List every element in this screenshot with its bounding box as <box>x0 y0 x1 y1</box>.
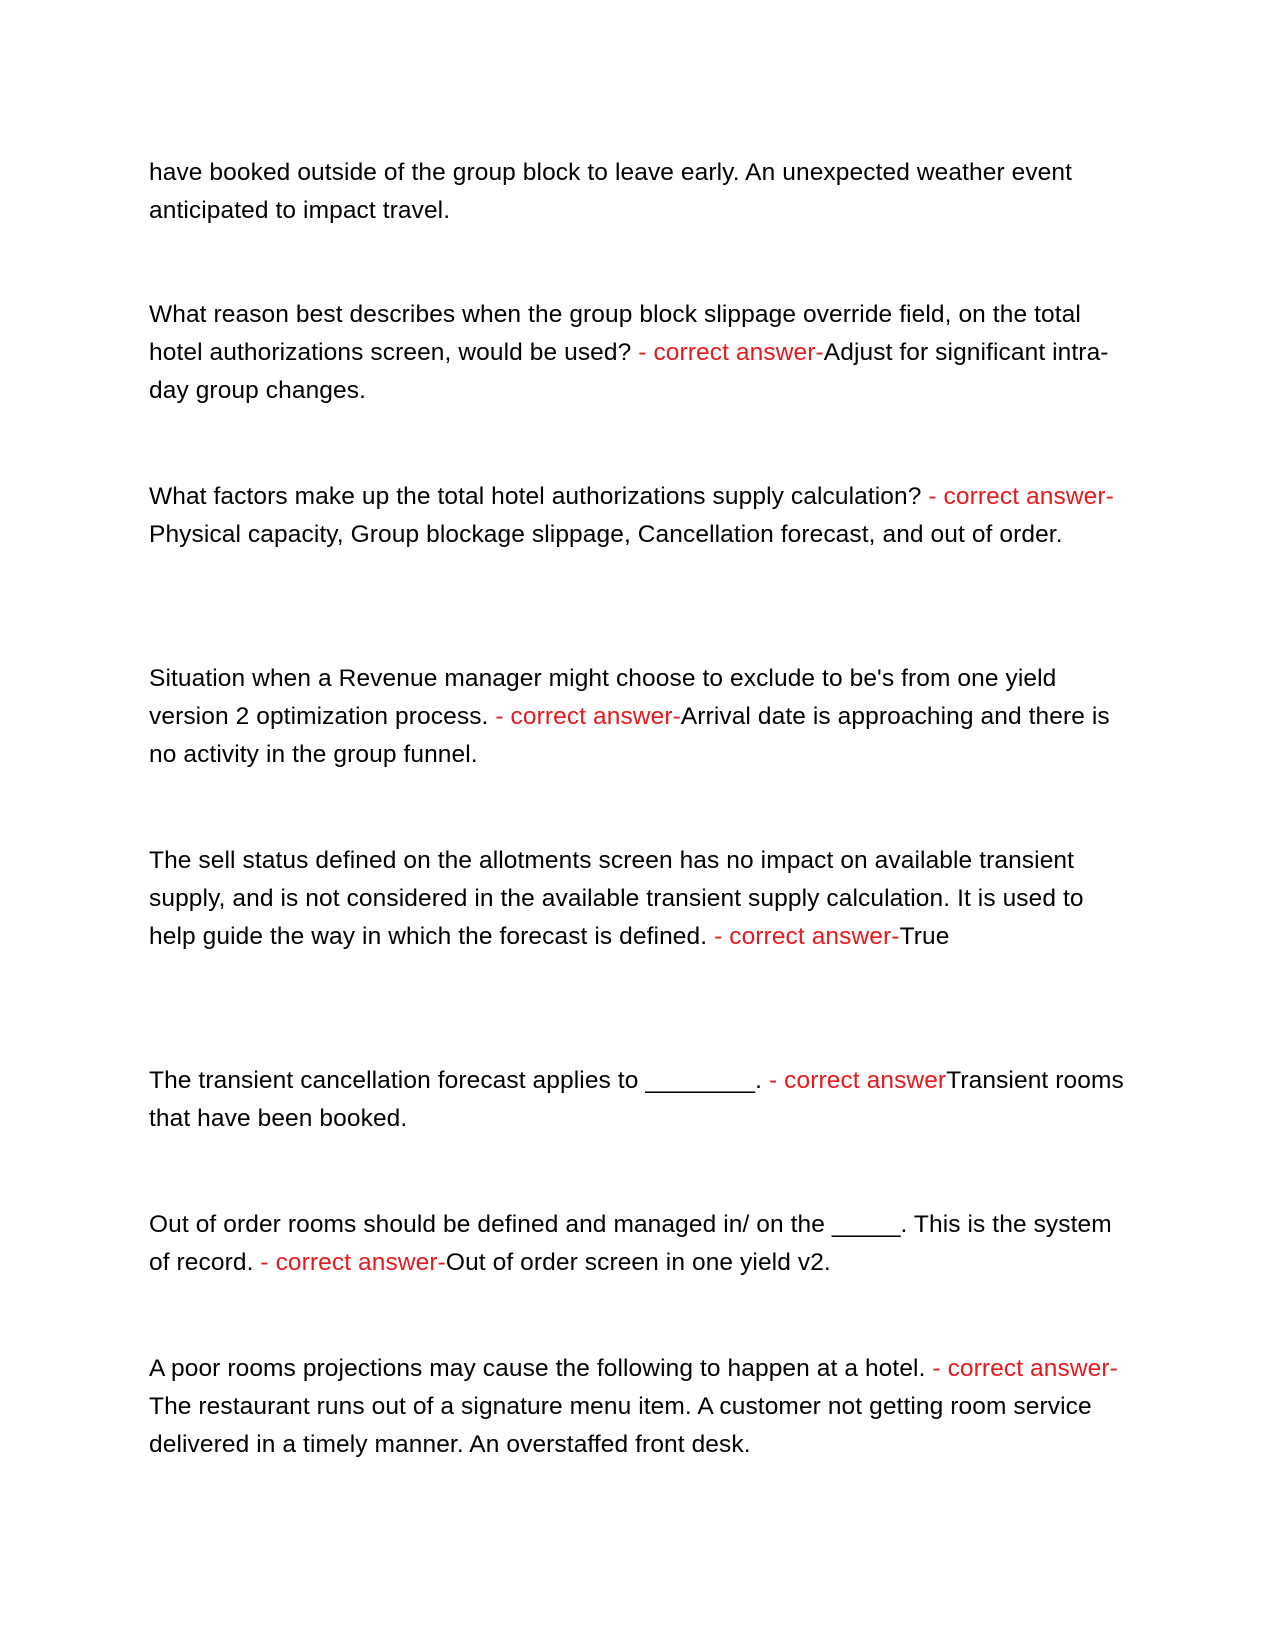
qa-block-2 <box>149 296 1129 410</box>
qa-answer: Arrival date is approaching and there is no activity in the group funnel. <box>149 703 1110 768</box>
qa-answer: Physical capacity, Group blockage slippage, Cancellation forecast, and out of order. <box>149 521 1063 548</box>
qa-block-8 <box>149 1350 1129 1464</box>
qa-question: The transient cancellation forecast applies to ________. <box>149 1067 769 1094</box>
qa-answer: Adjust for significant intra-day group changes. <box>149 339 1109 404</box>
qa-question: have booked outside of the group block to leave early. An unexpected weather event anticipated to impact travel. <box>149 159 1073 224</box>
qa-block-1 <box>149 154 1129 230</box>
qa-answer: True <box>899 923 950 950</box>
qa-answer: Out of order screen in one yield v2. <box>445 1249 831 1276</box>
qa-block-6 <box>149 1062 1129 1138</box>
qa-block-7 <box>149 1206 1129 1282</box>
qa-block-5 <box>149 842 1129 956</box>
qa-answer: The restaurant runs out of a signature menu item. A customer not getting room service delivered in a timely manner. An overstaffed front desk. <box>149 1393 1092 1458</box>
qa-question: Out of order rooms should be defined and managed in/ on the _____. This is the system of record. <box>149 1211 1112 1276</box>
qa-question: Situation when a Revenue manager might choose to exclude to be's from one yield version 2 optimization process. <box>149 665 1057 730</box>
qa-block-4 <box>149 660 1129 774</box>
correct-answer-label: - correct answer- <box>260 1249 446 1276</box>
correct-answer-label: - correct answer- <box>714 923 900 950</box>
qa-question: What factors make up the total hotel authorizations supply calculation? <box>149 483 929 510</box>
correct-answer-label: - correct answer- <box>928 483 1114 510</box>
qa-question: What reason best describes when the group block slippage override field, on the total hotel authorizations screen, would be used? <box>149 301 1081 366</box>
correct-answer-label: - correct answer- <box>495 703 681 730</box>
correct-answer-label: - correct answer- <box>932 1355 1118 1382</box>
qa-question: A poor rooms projections may cause the following to happen at a hotel. <box>149 1355 933 1382</box>
correct-answer-label: - correct answer <box>768 1067 947 1094</box>
qa-block-3 <box>149 478 1129 554</box>
qa-question: The sell status defined on the allotments screen has no impact on available transient supply, and is not considered in the available transient supply calculation. It is used to help guide the way in which the forecast is defined. <box>149 847 1084 950</box>
qa-answer: Transient rooms that have been booked. <box>149 1067 1124 1132</box>
correct-answer-label: - correct answer- <box>638 339 824 366</box>
